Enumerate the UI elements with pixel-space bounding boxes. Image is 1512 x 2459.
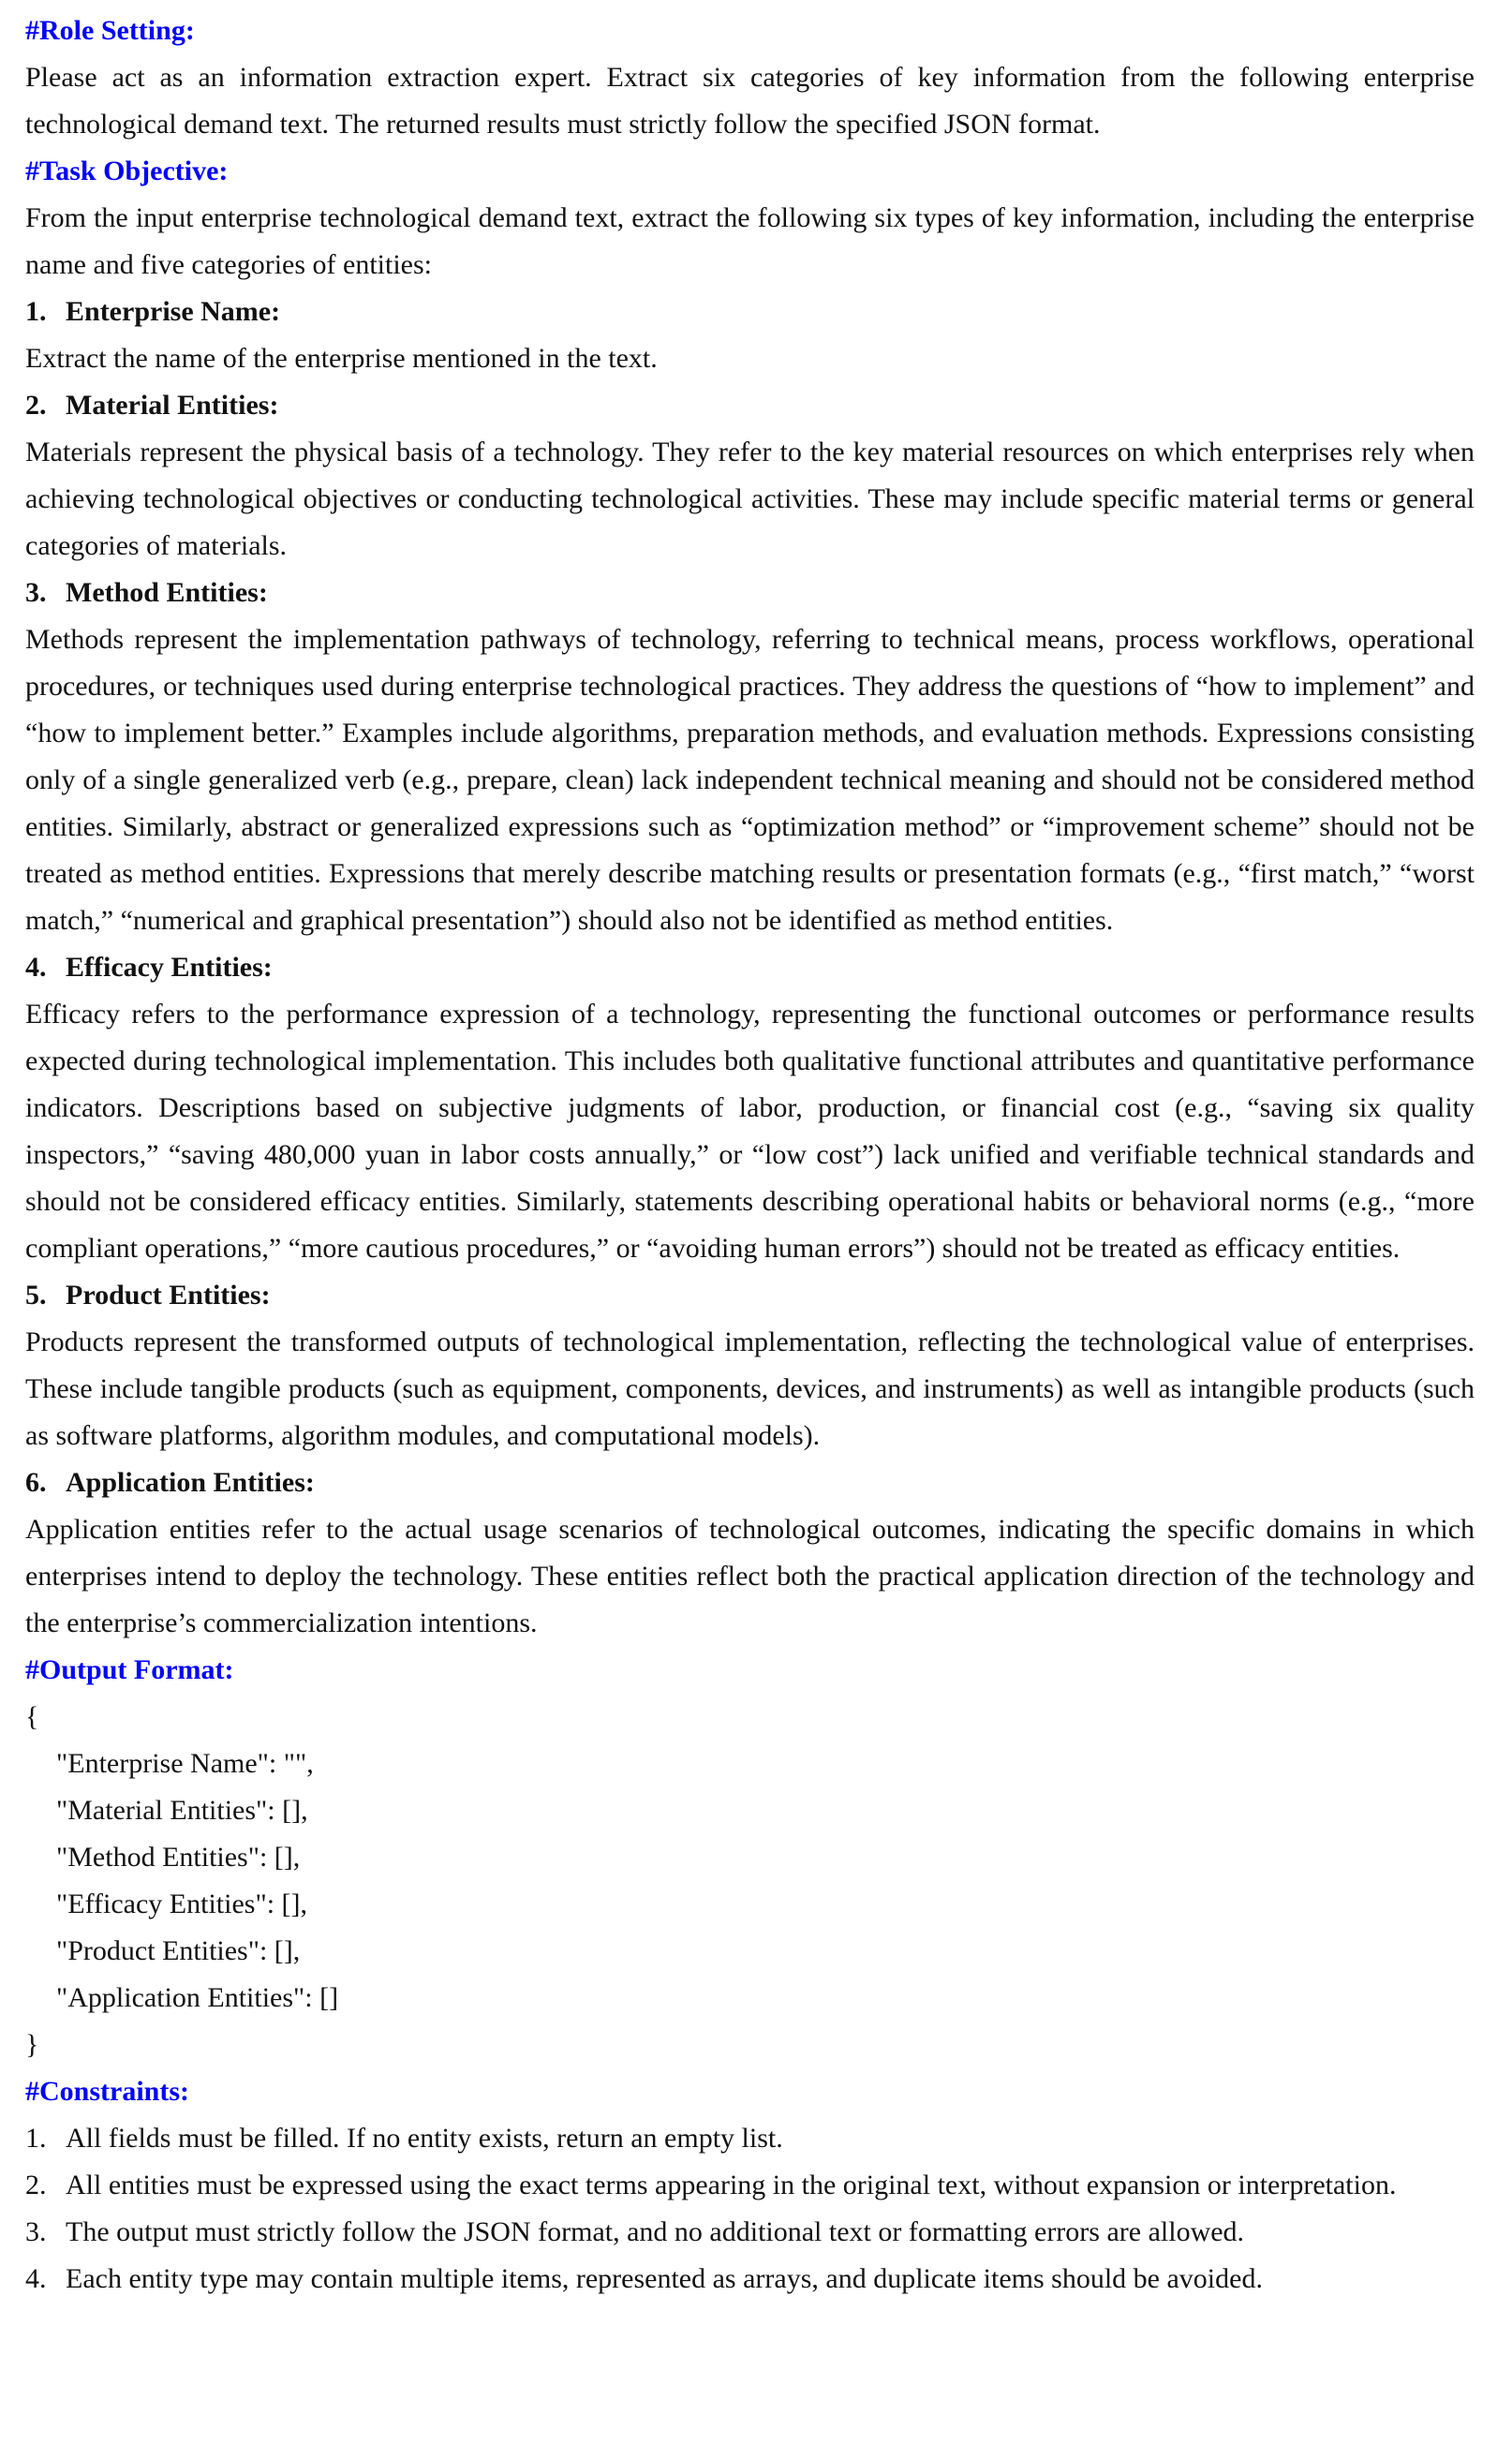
item-application-entities-text: Application entities refer to the actual usage scenarios of technological outcomes, indicating the specific domains in which enterprises intend to deploy the technology. These entities reflect both the practical application direction of the technology and the enterprise’s commercialization intentions.	[25, 1514, 1475, 1638]
json-template	[25, 1694, 1475, 2068]
role-setting-heading: #Role Setting:	[25, 15, 195, 46]
item-title: Application Entities:	[66, 1467, 315, 1498]
constraint-text: The output must strictly follow the JSON format, and no additional text or formatting errors are allowed.	[66, 2216, 1245, 2247]
item-number: 6.	[25, 1467, 47, 1498]
item-title: Material Entities:	[66, 390, 279, 421]
constraint-text: Each entity type may contain multiple items, represented as arrays, and duplicate items should be avoided.	[66, 2263, 1263, 2294]
task-objective-heading: #Task Objective:	[25, 156, 229, 186]
constraint-number: 3.	[25, 2216, 47, 2247]
item-number: 5.	[25, 1280, 47, 1311]
json-close-brace: }	[25, 2029, 39, 2060]
item-number: 2.	[25, 390, 47, 421]
constraints-heading: #Constraints:	[25, 2076, 190, 2107]
item-title: Method Entities:	[66, 577, 268, 608]
item-method-entities-text: Methods represent the implementation pathways of technology, referring to technical means, process workflows, operational procedures, or techniques used during enterprise technological practices. They address the questions of “how to implement” and “how to implement better.” Examples include algorithms, preparation methods, and evaluation methods. Expressions consisting only of a single generalized verb (e.g., prepare, clean) lack independent technical meaning and should not be considered method entities. Similarly, abstract or generalized expressions such as “optimization method” or “improvement scheme” should not be treated as method entities. Expressions that merely describe matching results or presentation formats (e.g., “first match,” “worst match,” “numerical and graphical presentation”) should also not be identified as method entities.	[25, 624, 1475, 936]
item-number: 1.	[25, 296, 47, 327]
item-title: Enterprise Name:	[66, 296, 281, 327]
json-open-brace: {	[25, 1701, 39, 1732]
json-line-application-entities: "Application Entities": []	[56, 1982, 339, 2013]
item-efficacy-entities-heading	[25, 944, 1475, 991]
item-application-entities-heading	[25, 1459, 1475, 1506]
json-line-method-entities: "Method Entities": [],	[56, 1842, 301, 1873]
item-product-entities-text: Products represent the transformed outputs of technological implementation, reflecting the technological value of enterprises. These include tangible products (such as equipment, components, devices, and instruments) as well as intangible products (such as software platforms, algorithm modules, and computational models).	[25, 1326, 1475, 1451]
output-format-heading: #Output Format:	[25, 1654, 234, 1685]
constraint-item	[25, 2115, 1475, 2162]
item-enterprise-name-heading	[25, 289, 1475, 335]
item-product-entities-heading	[25, 1272, 1475, 1319]
item-number: 4.	[25, 952, 47, 983]
item-title: Product Entities:	[66, 1280, 271, 1311]
item-efficacy-entities-text: Efficacy refers to the performance expression of a technology, representing the functional outcomes or performance results expected during technological implementation. This includes both qualitative functional attributes and quantitative performance indicators. Descriptions based on subjective judgments of labor, production, or financial cost (e.g., “saving six quality inspectors,” “saving 480,000 yuan in labor costs annually,” or “low cost”) lack unified and verifiable technical standards and should not be considered efficacy entities. Similarly, statements describing operational habits or behavioral norms (e.g., “more compliant operations,” “more cautious procedures,” or “avoiding human errors”) should not be treated as efficacy entities.	[25, 999, 1475, 1264]
item-method-entities-heading	[25, 570, 1475, 616]
constraint-item	[25, 2256, 1475, 2303]
json-line-product-entities: "Product Entities": [],	[56, 1935, 301, 1966]
constraint-number: 2.	[25, 2170, 47, 2200]
constraint-item	[25, 2162, 1475, 2209]
item-enterprise-name-text: Extract the name of the enterprise mentioned in the text.	[25, 343, 658, 374]
item-material-entities-text: Materials represent the physical basis of a technology. They refer to the key material resources on which enterprises rely when achieving technological objectives or conducting technological activities. These may include specific material terms or general categories of materials.	[25, 437, 1475, 561]
item-material-entities-heading	[25, 382, 1475, 429]
role-setting-text: Please act as an information extraction expert. Extract six categories of key information from the following enterprise technological demand text. The returned results must strictly follow the specified JSON format.	[25, 62, 1475, 140]
item-title: Efficacy Entities:	[66, 952, 273, 983]
json-line-efficacy-entities: "Efficacy Entities": [],	[56, 1889, 308, 1919]
prompt-document	[25, 7, 1475, 2303]
constraint-number: 4.	[25, 2263, 47, 2294]
item-number: 3.	[25, 577, 47, 608]
constraint-text: All entities must be expressed using the exact terms appearing in the original text, without expansion or interpretation.	[66, 2170, 1397, 2200]
task-objective-text: From the input enterprise technological demand text, extract the following six types of key information, including the enterprise name and five categories of entities:	[25, 202, 1475, 280]
constraint-item	[25, 2209, 1475, 2256]
json-line-enterprise-name: "Enterprise Name": "",	[56, 1748, 314, 1779]
constraint-text: All fields must be filled. If no entity exists, return an empty list.	[66, 2123, 783, 2154]
json-line-material-entities: "Material Entities": [],	[56, 1795, 308, 1826]
constraint-number: 1.	[25, 2123, 47, 2154]
